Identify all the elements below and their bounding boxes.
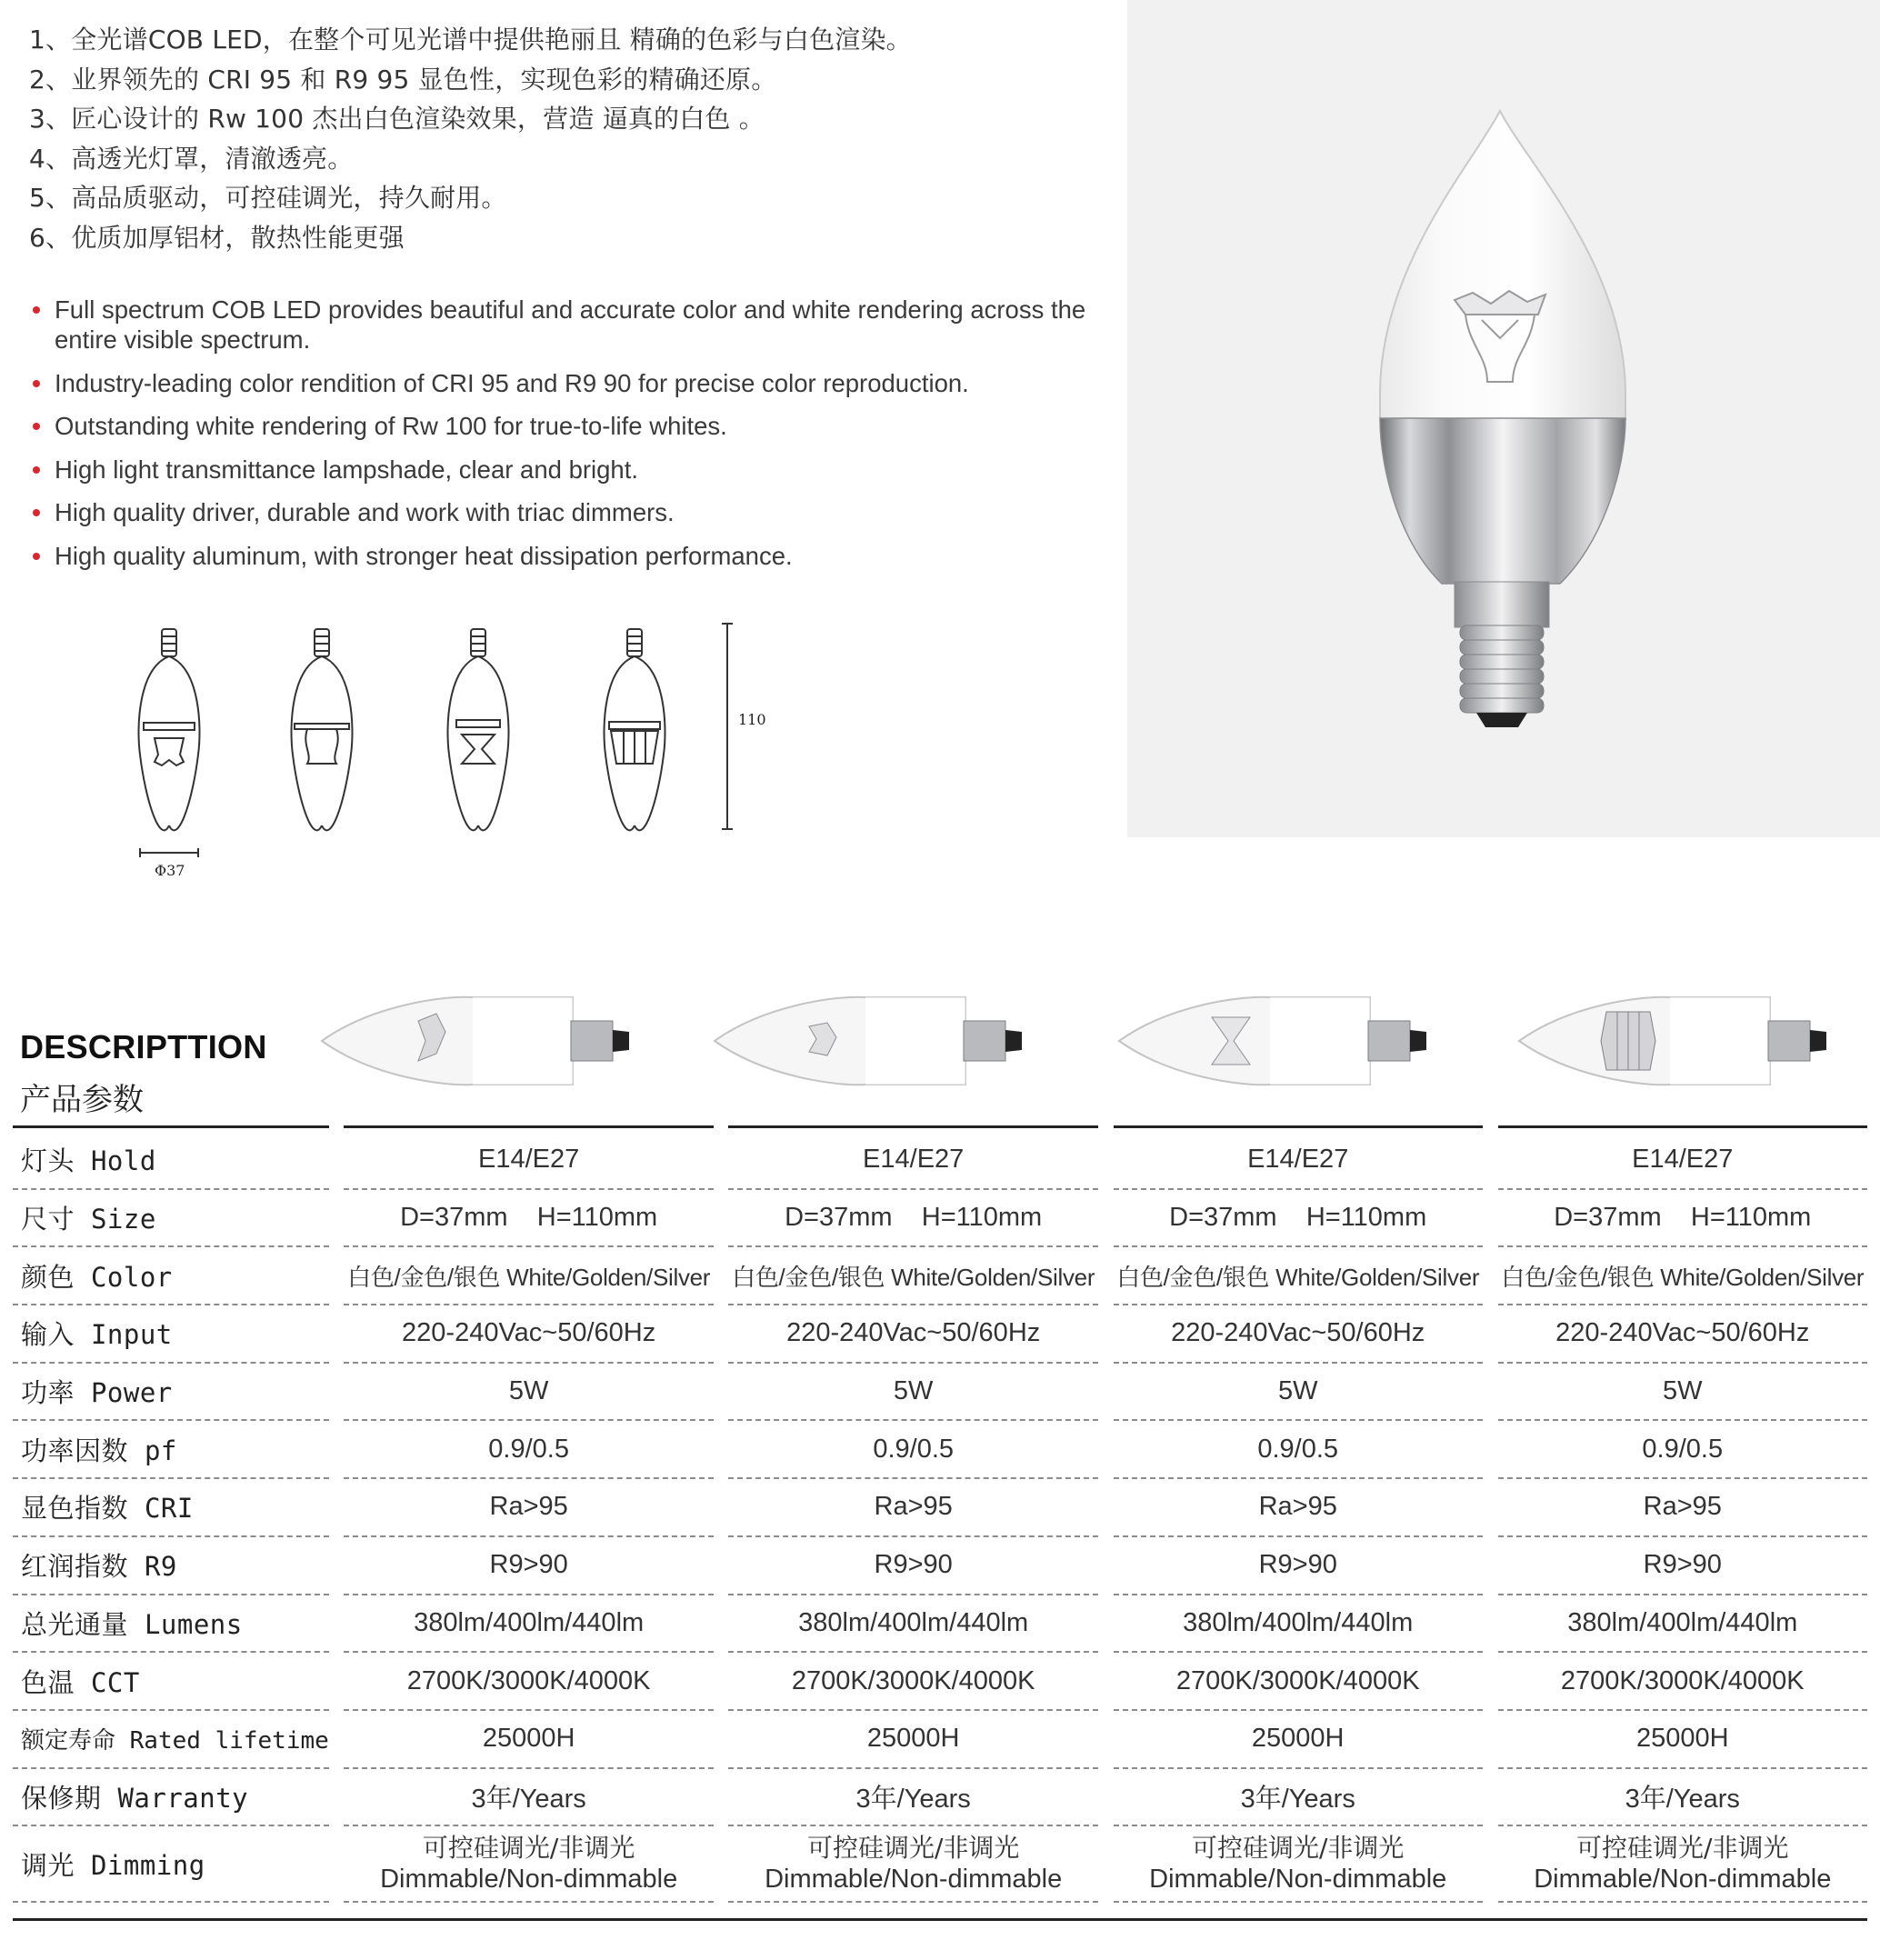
- table-cell: 可控硅调光/非调光 Dimmable/Non-dimmable: [1498, 1826, 1867, 1903]
- table-cell: 220-240Vac~50/60Hz: [728, 1305, 1097, 1364]
- bulb-outline-drawing: [448, 629, 509, 830]
- description-title: DESCRIPTTION: [20, 1028, 267, 1065]
- table-row: [13, 1132, 1867, 1190]
- features-en-list: [33, 295, 1105, 584]
- feature-cn: 4、高透光灯罩，清澈透亮。: [29, 143, 354, 174]
- table-cell: 5W: [344, 1364, 713, 1422]
- table-cell: 白色/金色/银色 White/Golden/Silver: [728, 1247, 1097, 1305]
- table-row: [13, 1247, 1867, 1305]
- table-cell: Ra>95: [1498, 1479, 1867, 1537]
- row-label: 总光通量 Lumens: [13, 1595, 329, 1654]
- table-cell: 白色/金色/银色 White/Golden/Silver: [1498, 1247, 1867, 1305]
- row-label: 灯头 Hold: [13, 1132, 329, 1190]
- table-cell: 25000H: [1498, 1711, 1867, 1769]
- table-cell: D=37mm H=110mm: [1498, 1190, 1867, 1248]
- table-cell: 25000H: [344, 1711, 713, 1769]
- diameter-dimension-label: Φ37: [155, 862, 185, 879]
- product-image-2: [700, 977, 1064, 1105]
- row-label: 额定寿命 Rated lifetime: [13, 1711, 329, 1769]
- bulb-outline-drawing: [605, 629, 665, 830]
- feature-cn: 5、高品质驱动，可控硅调光，持久耐用。: [29, 183, 507, 213]
- table-cell: 3年/Years: [1498, 1769, 1867, 1827]
- table-cell: E14/E27: [344, 1132, 713, 1190]
- table-cell: 3年/Years: [344, 1769, 713, 1827]
- row-label: 色温 CCT: [13, 1653, 329, 1711]
- height-dimension-line: [722, 624, 733, 829]
- spec-table-body: [13, 1132, 1867, 1903]
- row-label: 保修期 Warranty: [13, 1769, 329, 1827]
- description-subtitle: 产品参数: [20, 1082, 144, 1118]
- table-cell: Ra>95: [344, 1479, 713, 1537]
- table-cell: 380lm/400lm/440lm: [728, 1595, 1097, 1654]
- feature-en: Industry-leading color rendition of CRI 95 and R9 90 for precise color reproduction.: [33, 368, 1105, 398]
- bottom-rule: [13, 1918, 1867, 1921]
- table-cell: 0.9/0.5: [1114, 1421, 1483, 1479]
- table-row: [13, 1653, 1867, 1711]
- table-row: [13, 1595, 1867, 1654]
- table-cell: R9>90: [728, 1537, 1097, 1595]
- table-cell: E14/E27: [1498, 1132, 1867, 1190]
- table-cell: 25000H: [1114, 1711, 1483, 1769]
- table-cell: 2700K/3000K/4000K: [344, 1653, 713, 1711]
- table-row: [13, 1769, 1867, 1827]
- table-cell: 0.9/0.5: [1498, 1421, 1867, 1479]
- bullet-icon: [33, 509, 40, 516]
- feature-cn: 3、匠心设计的 Rw 100 杰出白色渲染效果，营造 逼真的白色 。: [29, 104, 765, 134]
- row-label: 输入 Input: [13, 1305, 329, 1364]
- table-cell: Ra>95: [1114, 1479, 1483, 1537]
- table-cell: 220-240Vac~50/60Hz: [1498, 1305, 1867, 1364]
- table-cell: D=37mm H=110mm: [1114, 1190, 1483, 1248]
- table-cell: 2700K/3000K/4000K: [1114, 1653, 1483, 1711]
- table-cell: 0.9/0.5: [728, 1421, 1097, 1479]
- spec-table: [13, 1125, 1867, 1903]
- row-label: 显色指数 CRI: [13, 1479, 329, 1537]
- height-dimension-label: 110: [738, 711, 766, 728]
- table-row: [13, 1421, 1867, 1479]
- table-cell: 5W: [1114, 1364, 1483, 1422]
- table-cell: 白色/金色/银色 White/Golden/Silver: [344, 1247, 713, 1305]
- row-label: 颜色 Color: [13, 1247, 329, 1305]
- table-cell: 2700K/3000K/4000K: [728, 1653, 1097, 1711]
- bullet-icon: [33, 306, 40, 314]
- table-cell: 25000H: [728, 1711, 1097, 1769]
- table-cell: 220-240Vac~50/60Hz: [1114, 1305, 1483, 1364]
- dimension-drawings: [118, 618, 791, 891]
- table-cell: 可控硅调光/非调光 Dimmable/Non-dimmable: [728, 1826, 1097, 1903]
- row-label: 红润指数 R9: [13, 1537, 329, 1595]
- row-label: 功率因数 pf: [13, 1421, 329, 1479]
- feature-en: Outstanding white rendering of Rw 100 for true-to-life whites.: [33, 411, 1105, 441]
- row-label: 调光 Dimming: [13, 1826, 329, 1903]
- feature-en: Full spectrum COB LED provides beautiful and accurate color and white rendering across the entire visible spectrum.: [33, 295, 1105, 355]
- table-row: [13, 1305, 1867, 1364]
- table-row: [13, 1711, 1867, 1769]
- table-cell: 5W: [728, 1364, 1097, 1422]
- feature-cn: 1、全光谱COB LED，在整个可见光谱中提供艳丽且 精确的色彩与白色渲染。: [29, 25, 912, 55]
- bulb-outline-drawing: [292, 629, 353, 830]
- bullet-icon: [33, 466, 40, 474]
- table-cell: D=37mm H=110mm: [344, 1190, 713, 1248]
- table-cell: 380lm/400lm/440lm: [1114, 1595, 1483, 1654]
- diameter-dimension-line: [140, 848, 198, 857]
- table-row-dimming: [13, 1826, 1867, 1903]
- product-image-3: [1105, 977, 1468, 1105]
- table-cell: 3年/Years: [1114, 1769, 1483, 1827]
- bullet-icon: [33, 423, 40, 430]
- table-cell: 220-240Vac~50/60Hz: [344, 1305, 713, 1364]
- bullet-icon: [33, 553, 40, 560]
- table-cell: R9>90: [1114, 1537, 1483, 1595]
- row-label: 功率 Power: [13, 1364, 329, 1422]
- table-cell: R9>90: [344, 1537, 713, 1595]
- table-row: [13, 1479, 1867, 1537]
- table-cell: 白色/金色/银色 White/Golden/Silver: [1114, 1247, 1483, 1305]
- table-cell: 380lm/400lm/440lm: [1498, 1595, 1867, 1654]
- table-cell: R9>90: [1498, 1537, 1867, 1595]
- bullet-icon: [33, 380, 40, 387]
- table-cell: 可控硅调光/非调光 Dimmable/Non-dimmable: [1114, 1826, 1483, 1903]
- table-cell: 2700K/3000K/4000K: [1498, 1653, 1867, 1711]
- table-cell: 0.9/0.5: [344, 1421, 713, 1479]
- table-cell: 可控硅调光/非调光 Dimmable/Non-dimmable: [344, 1826, 713, 1903]
- feature-cn: 2、业界领先的 CRI 95 和 R9 95 显色性，实现色彩的精确还原。: [29, 64, 777, 95]
- table-top-rule: [13, 1125, 1867, 1132]
- hero-product-image: [1127, 0, 1880, 837]
- product-image-4: [1505, 977, 1868, 1105]
- table-cell: Ra>95: [728, 1479, 1097, 1537]
- features-cn-list: [29, 20, 912, 257]
- table-row: [13, 1537, 1867, 1595]
- table-cell: E14/E27: [1114, 1132, 1483, 1190]
- row-label: 尺寸 Size: [13, 1190, 329, 1248]
- table-row: [13, 1364, 1867, 1422]
- feature-en: High light transmittance lampshade, clear and bright.: [33, 455, 1105, 485]
- table-cell: 5W: [1498, 1364, 1867, 1422]
- bulb-outline-drawing: [139, 629, 200, 830]
- product-image-1: [300, 977, 664, 1105]
- table-cell: E14/E27: [728, 1132, 1097, 1190]
- table-cell: 3年/Years: [728, 1769, 1097, 1827]
- feature-cn: 6、优质加厚铝材，散热性能更强: [29, 222, 405, 253]
- table-row: [13, 1190, 1867, 1248]
- feature-en: High quality driver, durable and work with triac dimmers.: [33, 497, 1105, 527]
- table-cell: D=37mm H=110mm: [728, 1190, 1097, 1248]
- feature-en: High quality aluminum, with stronger heat dissipation performance.: [33, 541, 1105, 571]
- table-cell: 380lm/400lm/440lm: [344, 1595, 713, 1654]
